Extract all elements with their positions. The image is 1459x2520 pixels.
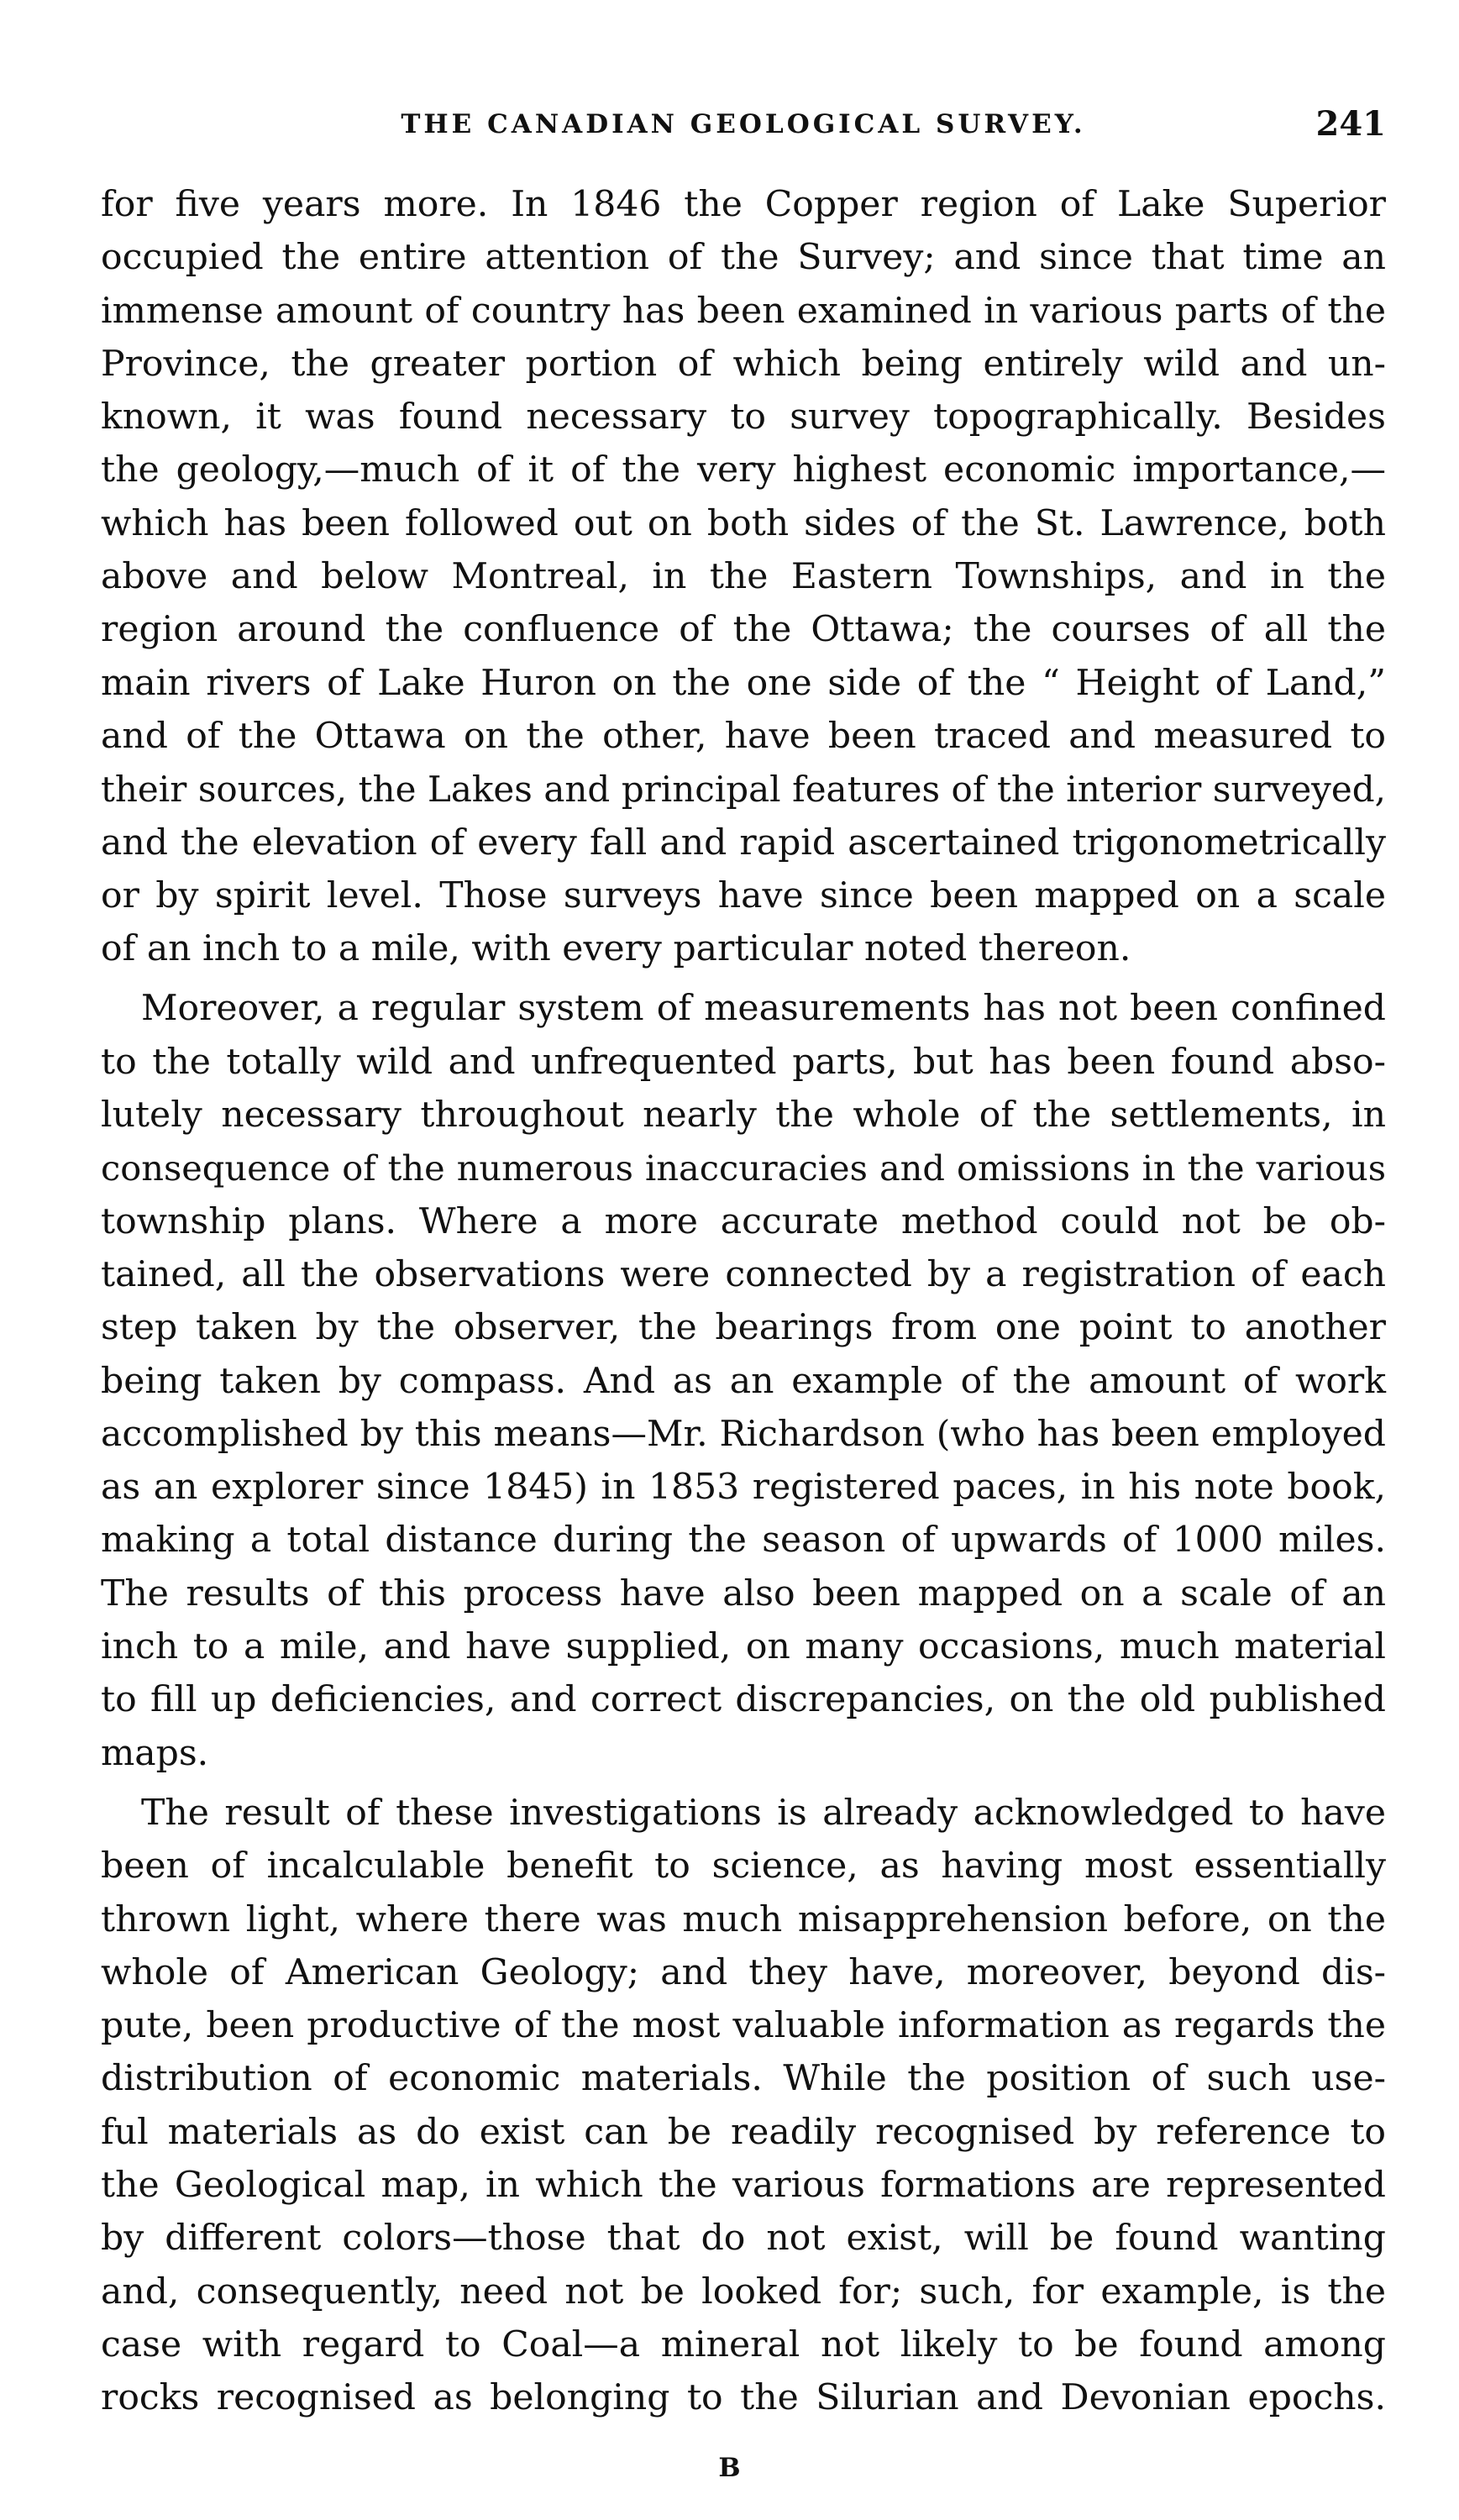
paragraph-1 [101, 178, 1386, 975]
text-line: ful materials as do exist can be readily recognised by reference to [101, 2111, 1386, 2153]
text-line: the Geological map, in which the various formations are represented [101, 2164, 1386, 2206]
text-line: of an inch to a mile, with every particular noted thereon. [101, 928, 1131, 970]
text-line: occupied the entire attention of the Survey; and since that time an [101, 237, 1386, 279]
text-line: pute, been productive of the most valuable information as regards the [101, 2005, 1386, 2047]
text-line: as an explorer since 1845) in 1853 registered paces, in his note book, [101, 1467, 1386, 1509]
text-line: The result of these investigations is already acknowledged to have [141, 1792, 1386, 1834]
text-line: or by spirit level. Those surveys have since been mapped on a scale [101, 874, 1386, 916]
text-line: accomplished by this means—Mr. Richardson (who has been employed [101, 1413, 1386, 1455]
text-line: main rivers of Lake Huron on the one side of the “ Height of Land,” [101, 662, 1386, 704]
text-line: and, consequently, need not be looked for; such, for example, is the [101, 2271, 1386, 2313]
text-line: to fill up deficiencies, and correct discrepancies, on the old published [101, 1679, 1386, 1721]
text-line: distribution of economic materials. While the position of such use- [101, 2058, 1386, 2100]
text-line: being taken by compass. And as an example of the amount of work [101, 1360, 1386, 1402]
text-line: immense amount of country has been examined in various parts of the [101, 290, 1386, 332]
text-line: case with regard to Coal—a mineral not likely to be found among [101, 2323, 1386, 2365]
text-line: whole of American Geology; and they have, moreover, beyond dis- [101, 1951, 1386, 1993]
paragraph-2 [101, 982, 1386, 1779]
running-head [101, 99, 1386, 150]
text-line: the geology,—much of it of the very highest economic importance,— [101, 449, 1386, 491]
text-line: been of incalculable benefit to science, as having most essentially [101, 1845, 1386, 1887]
text-line: township plans. Where a more accurate method could not be ob- [101, 1200, 1386, 1242]
text-line: to the totally wild and unfrequented parts, but has been found abso- [101, 1041, 1386, 1083]
text-line: tained, all the observations were connected by a registration of each [101, 1253, 1386, 1295]
text-line: thrown light, where there was much misapprehension before, on the [101, 1898, 1386, 1940]
text-line: Moreover, a regular system of measurements has not been confined [141, 988, 1386, 1030]
text-line: Province, the greater portion of which being entirely wild and un- [101, 343, 1386, 385]
text-line: lutely necessary throughout nearly the whole of the settlements, in [101, 1095, 1386, 1137]
text-line: for five years more. In 1846 the Copper region of Lake Superior [101, 184, 1386, 225]
text-line: known, it was found necessary to survey topographically. Besides [101, 396, 1386, 438]
text-line: which has been followed out on both sides of the St. Lawrence, both [101, 502, 1386, 544]
text-line: rocks recognised as belonging to the Silurian and Devonian epochs. [101, 2377, 1386, 2419]
text-line: their sources, the Lakes and principal features of the interior surveyed, [101, 769, 1386, 811]
running-title: THE CANADIAN GEOLOGICAL SURVEY. [401, 109, 1086, 139]
paragraph-3 [101, 1787, 1386, 2425]
text-line: consequence of the numerous inaccuracies and omissions in the various [101, 1147, 1386, 1189]
text-line: The results of this process have also been mapped on a scale of an [101, 1572, 1386, 1614]
body-text [101, 178, 1386, 2424]
page-number: 241 [1315, 104, 1386, 144]
text-line: inch to a mile, and have supplied, on many occasions, much material [101, 1626, 1386, 1668]
signature-mark: B [718, 2453, 741, 2483]
text-line: above and below Montreal, in the Eastern Townships, and in the [101, 556, 1386, 598]
text-line: maps. [101, 1732, 209, 1774]
text-line: and of the Ottawa on the other, have been traced and measured to [101, 715, 1386, 757]
text-line: making a total distance during the season of upwards of 1000 miles. [101, 1520, 1386, 1562]
text-line: region around the confluence of the Ottawa; the courses of all the [101, 609, 1386, 651]
text-line: step taken by the observer, the bearings from one point to another [101, 1307, 1386, 1349]
text-line: and the elevation of every fall and rapid ascertained trigonometrically [101, 822, 1386, 864]
text-line: by different colors—those that do not exist, will be found wanting [101, 2218, 1386, 2260]
